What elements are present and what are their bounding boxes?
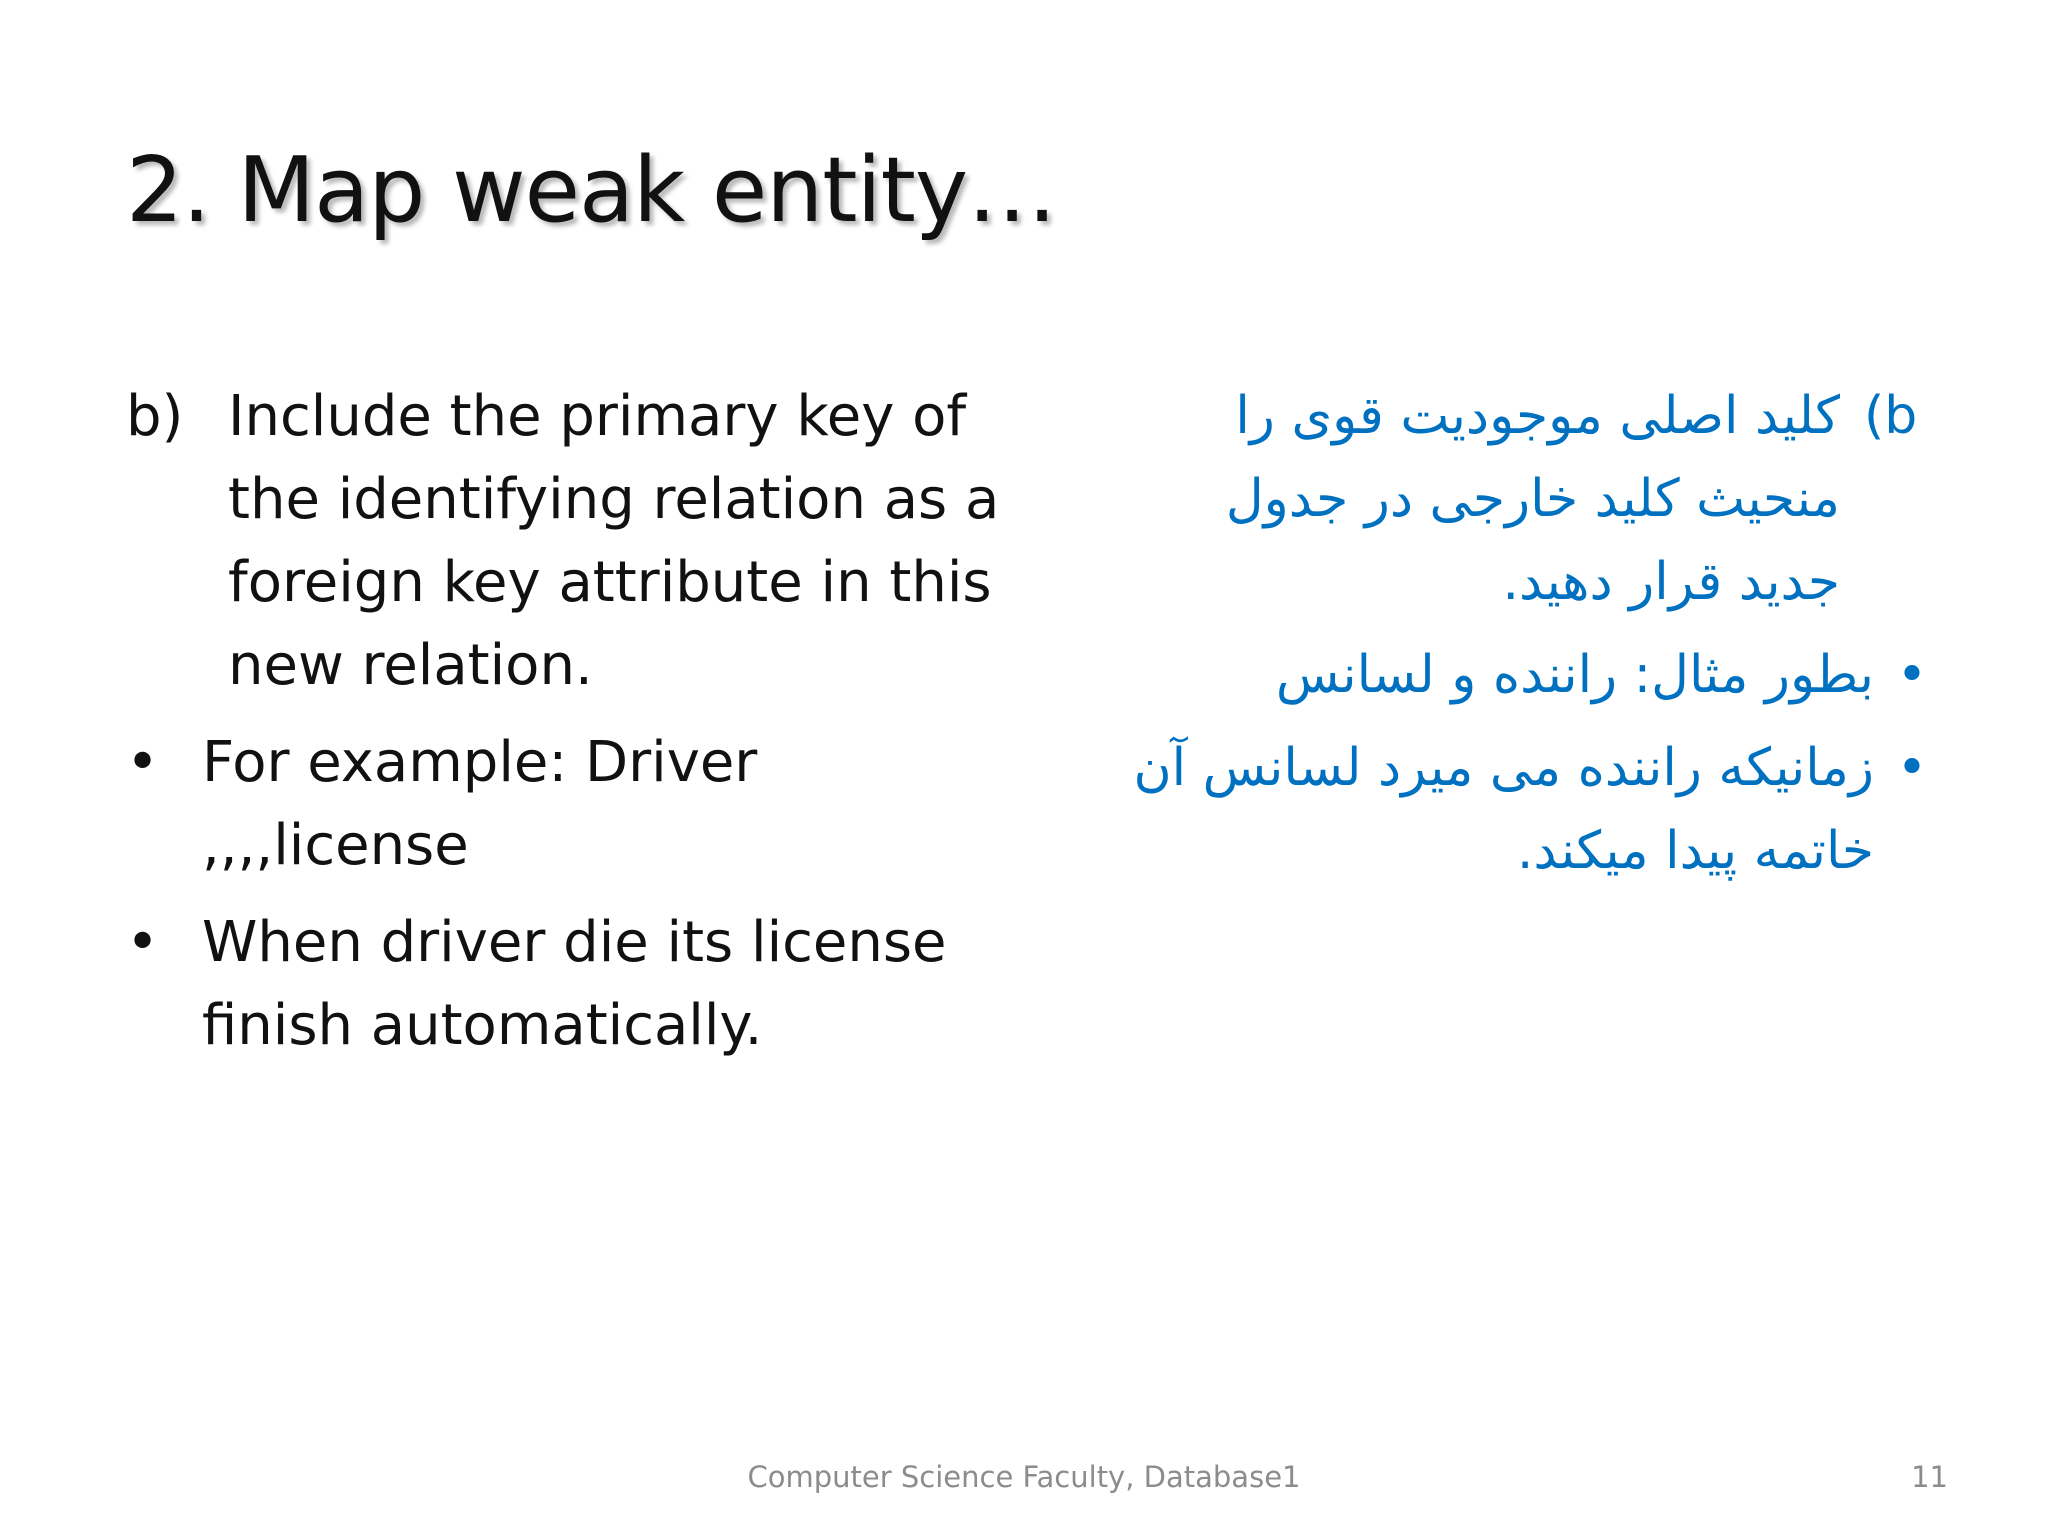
persian-bullet-item [1100,634,1950,717]
english-numbered-item [126,375,1026,707]
page-number: 11 [1911,1460,1948,1494]
bullet-icon: • [126,910,160,975]
english-bullet-text: For example: Driver ,,,,license [202,730,758,878]
english-bullet-text: When driver die its license finish automatically. [202,910,947,1058]
persian-bullet-text: زمانیکه راننده می میرد لسانس آن خاتمه پیدا میکند. [1133,738,1874,881]
english-item-marker: b) [126,384,184,449]
english-item-text: Include the primary key of the identifying relation as a foreign key attribute in this new relation. [228,384,1000,698]
bullet-icon: • [1896,738,1928,798]
persian-content [1100,375,1950,903]
persian-item-marker: (b [1864,386,1918,446]
bullet-icon: • [1896,645,1928,705]
english-content [126,375,1026,1081]
english-bullet-item [126,901,1026,1067]
persian-bullet-item [1100,727,1950,893]
slide-title: 2. Map weak entity… [126,138,1057,243]
persian-item-text: کلید اصلی موجودیت قوی را منحیث کلید خارجی در جدول جدید قرار دهید. [1225,386,1840,612]
persian-numbered-item [1100,375,1950,624]
slide-footer: Computer Science Faculty, Database1 [747,1460,1301,1494]
english-bullet-item [126,721,1026,887]
bullet-icon: • [126,730,160,795]
persian-bullet-text: بطور مثال: راننده و لسانس [1275,645,1874,705]
